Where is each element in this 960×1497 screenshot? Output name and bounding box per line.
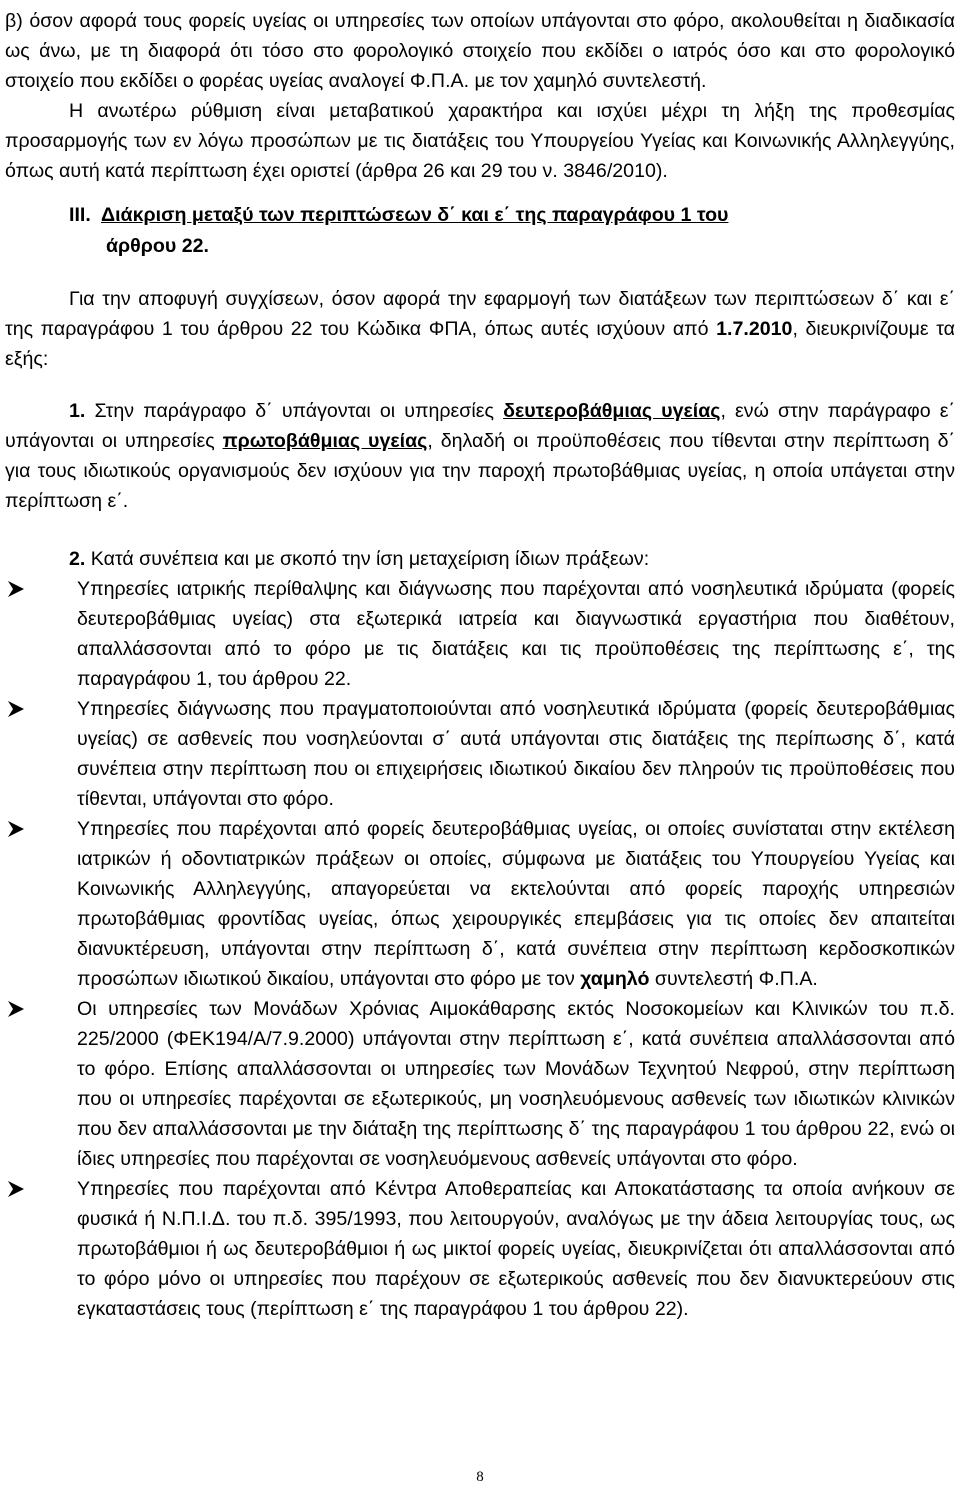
paragraph-transitional-rule: Η ανωτέρω ρύθμιση είναι μεταβατικού χαρακτήρα και ισχύει μέχρι τη λήξη της προθεσμίας προσαρμογής των εν λόγω προσώπων με τις διατάξεις του Υπουργείου Υγείας και Κοινωνικής Αλληλεγγύης, όπως αυτή κατά περίπτωση έχει οριστεί (άρθρα 26 και 29 του ν. 3846/2010). (5, 100, 955, 182)
page-number: 8 (476, 1469, 484, 1485)
bullet-text-2: Υπηρεσίες διάγνωσης που πραγματοποιούνται από νοσηλευτικά ιδρύματα (φορείς δευτεροβάθμιας υγείας) σε ασθενείς που νοσηλεύονται σ΄ αυτά υπάγονται στις διατάξεις της περίπωσης δ΄, κατά συνέπεια στην περίπτωση που οι επιχειρήσεις ιδιωτικού δικαίου δεν πληρούν τις προϋποθέσεις που τίθενται, υπάγονται στο φόρο. (77, 698, 955, 810)
paragraph-beta-health-bodies: β) όσον αφορά τους φορείς υγείας οι υπηρεσίες των οποίων υπάγονται στο φόρο, ακολουθείται η διαδικασία ως άνω, με τη διαφορά ότι τόσο στο φορολογικό στοιχείο που εκδίδει ο ιατρός όσο και στο φορολογικό στοιχείο που εκδίδει ο φορέας υγείας αναλογεί Φ.Π.Α. με τον χαμηλό συντελεστή. (5, 10, 955, 92)
bullet-list (5, 574, 955, 1324)
bullet-text-3b: συντελεστή Φ.Π.Α. (649, 968, 818, 990)
point-number-1: 1. (69, 400, 86, 422)
list-item (5, 814, 955, 994)
point-1-text-a: Στην παράγραφο δ΄ υπάγονται οι υπηρεσίες (85, 400, 504, 422)
effective-date: 1.7.2010 (716, 318, 793, 340)
bullet-text-3a: Υπηρεσίες που παρέχονται από φορείς δευτεροβάθμιας υγείας, οι οποίες συνίσταται στην εκτέλεση ιατρικών ή οδοντιατρικών πράξεων οι οποίες, σύμφωνα με διατάξεις του Υπουργείου Υγείας και Κοινωνικής Αλληλεγγύης, απαγορεύεται να εκτελούνται από φορείς παροχής υπηρεσιών πρωτοβάθμιας φροντίδας υγείας, όπως χειρουργικές επεμβάσεις για τις οποίες δεν απαιτείται διανυκτέρευση, υπάγονται στην περίπτωση δ΄, κατά συνέπεια στην περίπτωση κερδοσκοπικών προσώπων ιδιωτικού δικαίου, υπάγονται στο φόρο με τον (77, 818, 955, 990)
point-1-text-c: , ενώ στην παράγραφο ε΄ υπάγονται οι υπηρεσίες (5, 400, 955, 452)
list-item (5, 694, 955, 814)
point-1-text-e: , δηλαδή οι προϋποθέσεις που τίθενται στην περίπτωση δ΄ για τους ιδιωτικούς οργανισμούς δεν ισχύουν για την παροχή πρωτοβάθμιας υγείας, η οποία υπάγεται στην περίπτωση ε΄. (5, 430, 956, 512)
section-title-line-2: άρθρου 22. (106, 235, 209, 257)
arrowhead-bullet-icon (7, 580, 25, 598)
arrowhead-bullet-icon (7, 1000, 25, 1018)
section-title-line-1: Διάκριση μεταξύ των περιπτώσεων δ΄ και ε΄ της παραγράφου 1 του (101, 204, 729, 226)
paragraph-clarification-intro (5, 284, 955, 374)
arrowhead-bullet-icon (7, 1180, 25, 1198)
point-2-text: Κατά συνέπεια και με σκοπό την ίση μεταχείριση ίδιων πράξεων: (85, 548, 650, 570)
document-page (5, 6, 955, 1324)
bullet-text-4: Οι υπηρεσίες των Μονάδων Χρόνιας Αιμοκάθαρσης εκτός Νοσοκομείων και Κλινικών του π.δ. 225/2000 (ΦΕΚ194/Α/7.9.2000) υπάγονται στην περίπτωση ε΄, κατά συνέπεια απαλλάσσονται από το φόρο. Επίσης απαλλάσσονται οι υπηρεσίες των Μονάδων Τεχνητού Νεφρού, στην περίπτωση που οι υπηρεσίες παρέχονται σε εξωτερικούς, μη νοσηλευόμενους ασθενείς των ιδιωτικών κλινικών που δεν απαλλάσσονται με την διάταξη της περίπτωσης δ΄ της παραγράφου 1 του άρθρου 22, ενώ οι ίδιες υπηρεσίες που παρέχονται σε νοσηλευόμενους ασθενείς υπάγονται στο φόρο. (77, 998, 955, 1170)
paragraph-point-1 (5, 396, 955, 516)
list-item (5, 1174, 955, 1324)
clarification-text: Για την αποφυγή συγχίσεων, όσον αφορά την εφαρμογή των διατάξεων των περιπτώσεων δ΄ και ε΄ της παραγράφου 1 του άρθρου 22 του Κώδικα ΦΠΑ, όπως αυτές ισχύουν από (5, 288, 955, 340)
point-number-2: 2. (69, 548, 86, 570)
section-number: III. (69, 204, 91, 226)
primary-health-emphasis: πρωτοβάθμιας υγείας (222, 430, 428, 452)
bullet-text-1: Υπηρεσίες ιατρικής περίθαλψης και διάγνωσης που παρέχονται από νοσηλευτικά ιδρύματα (φορείς δευτεροβάθμιας υγείας) στα εξωτερικά ιατρεία και διαγνωστικά εργαστήρια που διαθέτουν, απαλλάσσονται από το φόρο με τις διατάξεις και τις προϋποθέσεις της περίπτωσης ε΄, της παραγράφου 1, του άρθρου 22. (77, 578, 955, 690)
arrowhead-bullet-icon (7, 700, 25, 718)
paragraph-point-2 (5, 544, 955, 574)
list-item (5, 994, 955, 1174)
clarification-text-end: , διευκρινίζουμε τα εξής: (5, 318, 955, 370)
section-heading-iii (69, 200, 955, 262)
secondary-health-emphasis: δευτεροβάθμιας υγείας (503, 400, 721, 422)
list-item (5, 574, 955, 694)
low-rate-emphasis: χαμηλό (580, 968, 650, 990)
bullet-text-5: Υπηρεσίες που παρέχονται από Κέντρα Αποθεραπείας και Αποκατάστασης τα οποία ανήκουν σε φυσικά ή Ν.Π.Ι.Δ. του π.δ. 395/1993, που λειτουργούν, αναλόγως με την άδεια λειτουργίας τους, ως πρωτοβάθμιοι ή ως δευτεροβάθμιοι ή ως μικτοί φορείς υγείας, διευκρινίζεται ότι απαλλάσσονται από το φόρο μόνο οι υπηρεσίες που παρέχουν σε εξωτερικούς ασθενείς που δεν διανυκτερεύουν στις εγκαταστάσεις τους (περίπτωση ε΄ της παραγράφου 1 του άρθρου 22). (77, 1178, 955, 1320)
arrowhead-bullet-icon (7, 820, 25, 838)
